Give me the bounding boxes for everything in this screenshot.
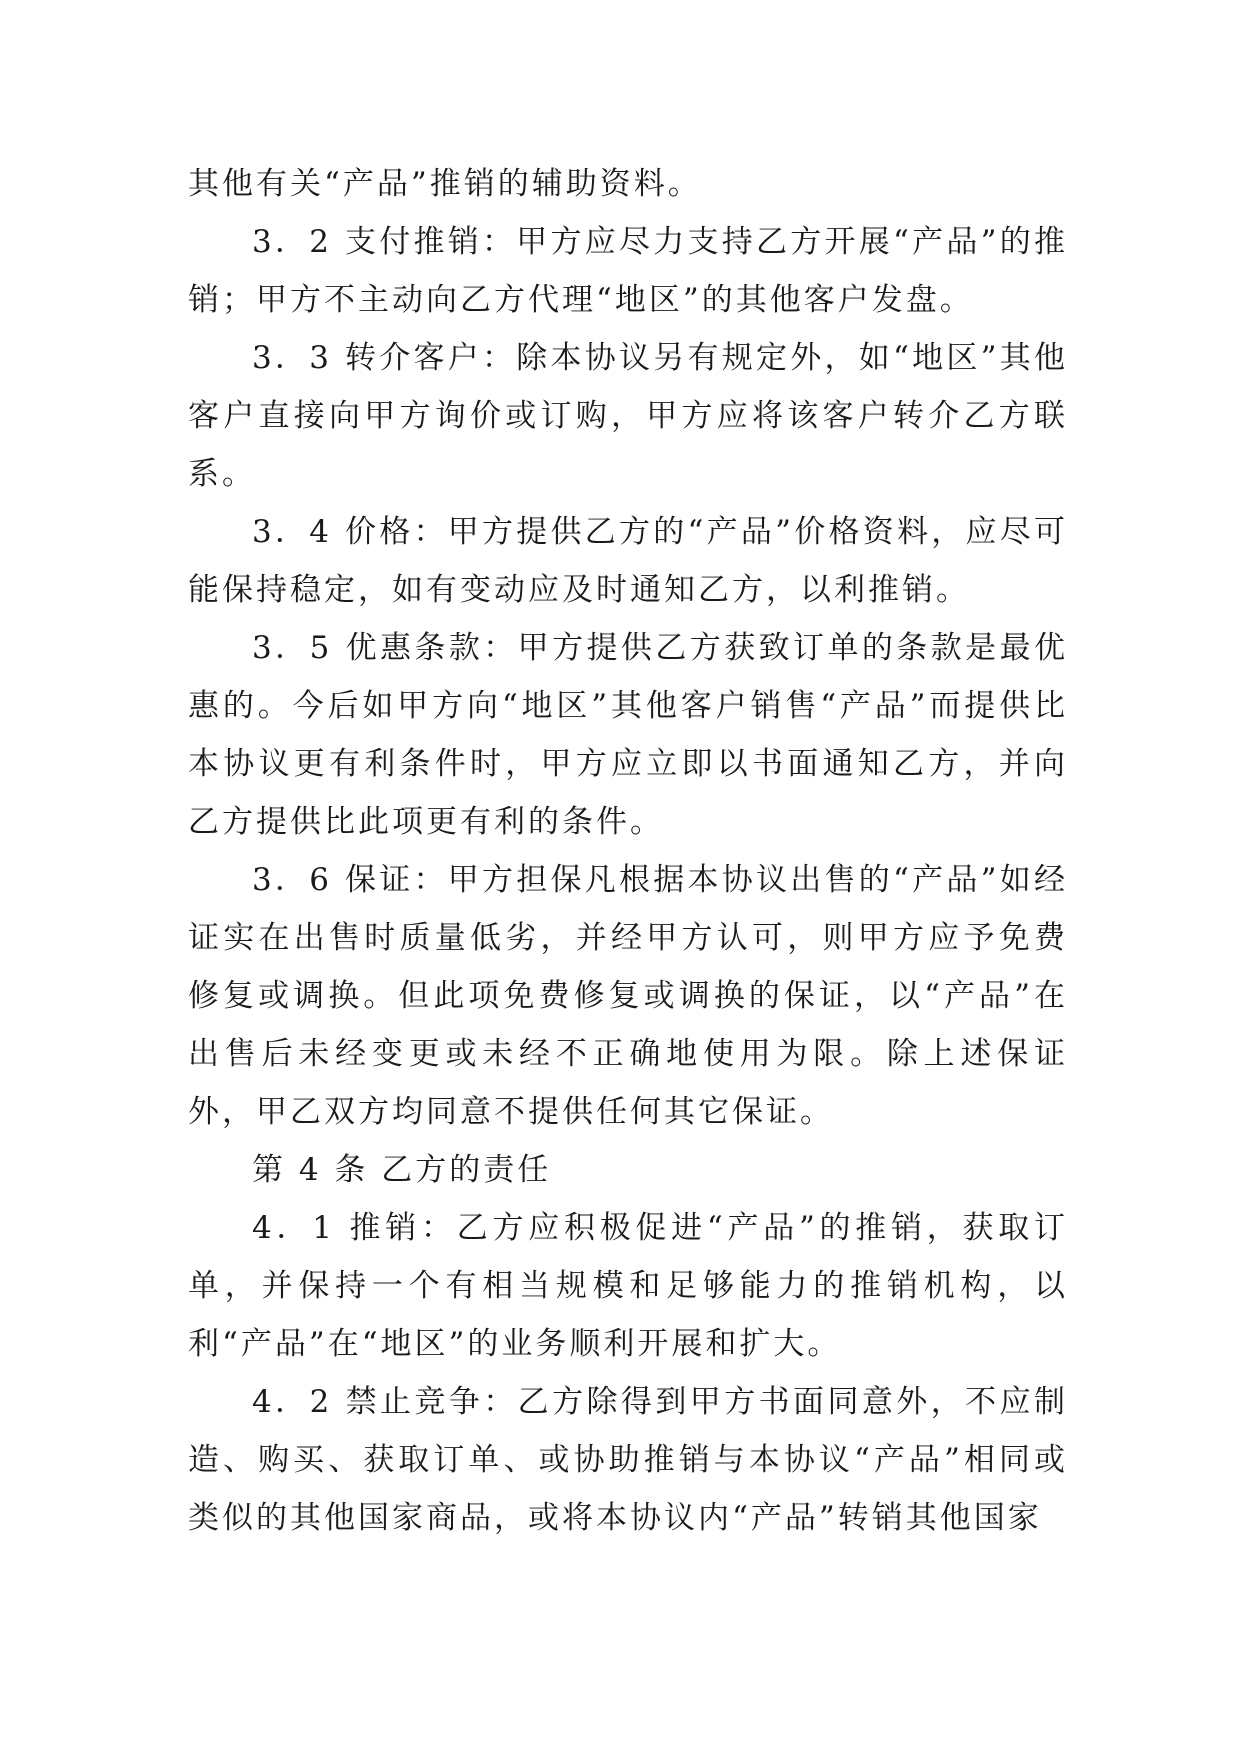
paragraph-3-4: 3．4 价格：甲方提供乙方的“产品”价格资料，应尽可能保持稳定，如有变动应及时通知乙方，以利推销。: [188, 514, 1068, 608]
paragraph-4-2: 4．2 禁止竞争：乙方除得到甲方书面同意外，不应制造、购买、获取订单、或协助推销与本协议“产品”相同或类似的其他国家商品，或将本协议内“产品”转销其他国家: [188, 1384, 1068, 1536]
paragraph-4-1: 4．1 推销：乙方应积极促进“产品”的推销，获取订单，并保持一个有相当规模和足够能力的推销机构，以利“产品”在“地区”的业务顺利开展和扩大。: [188, 1210, 1068, 1362]
document-body: [188, 155, 1068, 1547]
paragraph-3-3: 3．3 转介客户：除本协议另有规定外，如“地区”其他客户直接向甲方询价或订购，甲方应将该客户转介乙方联系。: [188, 340, 1068, 492]
paragraph-3-5: 3．5 优惠条款：甲方提供乙方获致订单的条款是最优惠的。今后如甲方向“地区”其他客户销售“产品”而提供比本协议更有利条件时，甲方应立即以书面通知乙方，并向乙方提供比此项更有利的条件。: [188, 630, 1068, 840]
paragraph-3-1-continuation: 其他有关“产品”推销的辅助资料。: [188, 166, 702, 202]
paragraph-3-2: 3．2 支付推销：甲方应尽力支持乙方开展“产品”的推销；甲方不主动向乙方代理“地区”的其他客户发盘。: [188, 224, 1068, 318]
section-heading-4: 第 4 条 乙方的责任: [252, 1152, 552, 1188]
paragraph-3-6: 3．6 保证：甲方担保凡根据本协议出售的“产品”如经证实在出售时质量低劣，并经甲方认可，则甲方应予免费修复或调换。但此项免费修复或调换的保证，以“产品”在出售后未经变更或未经不正确地使用为限。除上述保证外，甲乙双方均同意不提供任何其它保证。: [188, 862, 1068, 1130]
